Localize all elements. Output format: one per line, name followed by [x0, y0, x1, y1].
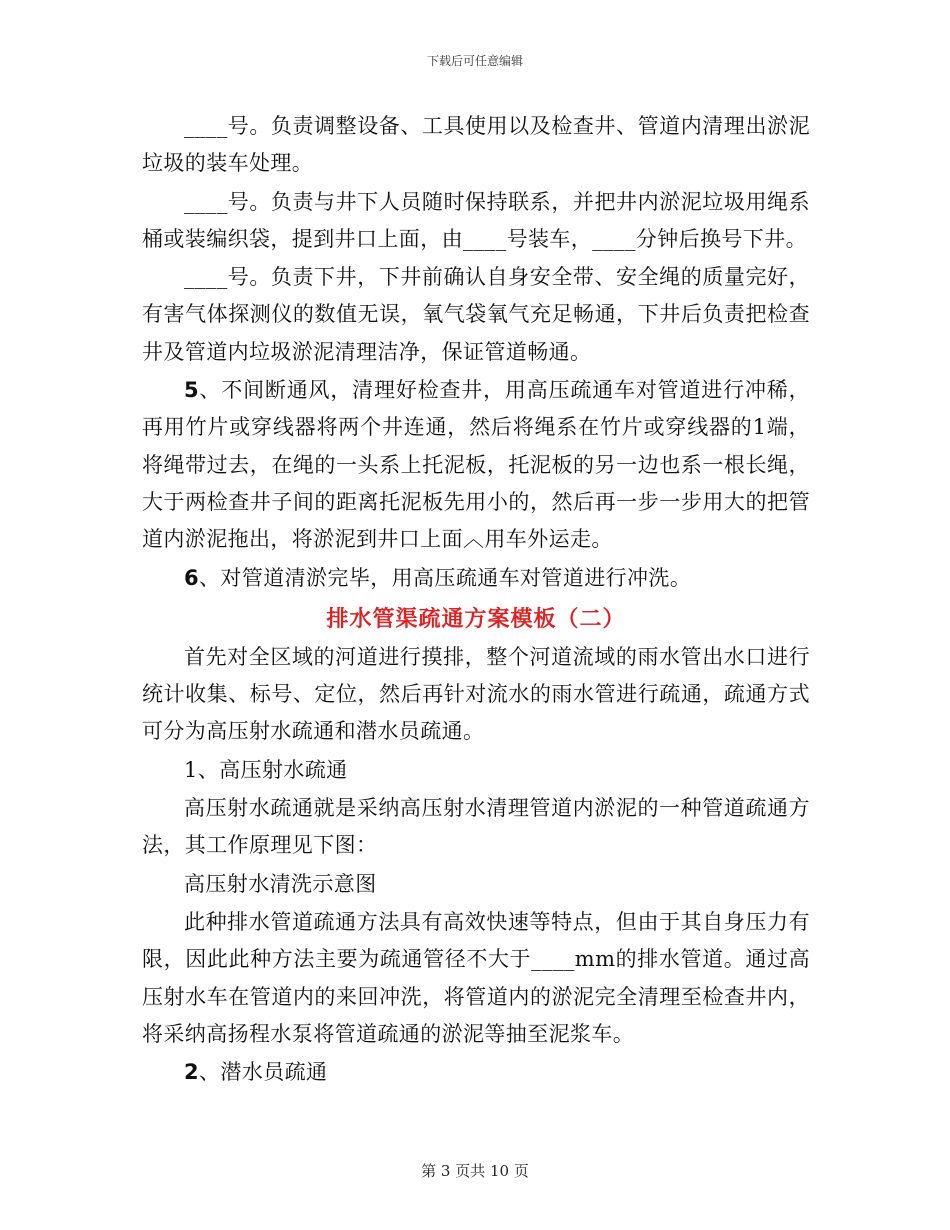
paragraph-high-pressure: 高压射水疏通就是采纳高压射水清理管道内淤泥的一种管道疏通方法，其工作原理见下图： — [142, 796, 810, 858]
paragraph-duty-2: ____号。负责与井下人员随时保持联系，并把井内淤泥垃圾用绳系桶或装编织袋，提到井口上面，由____号装车，____分钟后换号下井。 — [142, 189, 810, 251]
figure-caption: 高压射水清洗示意图 — [184, 871, 377, 896]
list-number: 6 — [184, 565, 200, 590]
paragraph-duty-3: ____号。负责下井，下井前确认自身安全带、安全绳的质量完好，有害气体探测仪的数值无误，氧气袋氧气充足畅通，下井后负责把检查井及管道内垃圾淤泥清理洁净，保证管道畅通。 — [142, 265, 810, 364]
list-text: 、对管道清淤完毕，用高压疏通车对管道进行冲洗。 — [199, 565, 692, 590]
document-body — [142, 108, 810, 1091]
list-number: 5 — [184, 378, 200, 403]
section-title: 排水管渠疏通方案模板（二） — [326, 605, 626, 632]
list-item-5 — [142, 372, 810, 558]
page-header: 下载后可任意编辑 — [426, 54, 523, 68]
paragraph-method-features: 此种排水管道疏通方法具有高效快速等特点，但由于其自身压力有限，因此此种方法主要为疏通管径不大于____mm的排水管道。通过高压射水车在管道内的来回冲洗，将管道内的淤泥完全清理至检查井内，将采纳高扬程水泵将管道疏通的淤泥等抽至泥浆车。 — [142, 909, 810, 1046]
subheading-high-pressure: 1、高压射水疏通 — [184, 757, 348, 782]
paragraph-duty-1: ____号。负责调整设备、工具使用以及检查井、管道内清理出淤泥垃圾的装车处理。 — [142, 114, 810, 176]
page-footer: 第 3 页共 10 页 — [421, 1162, 529, 1180]
list-text: 、潜水员疏通 — [199, 1060, 328, 1085]
paragraph-intro: 首先对全区域的河道进行摸排，整个河道流域的雨水管出水口进行统计收集、标号、定位，然后再针对流水的雨水管进行疏通，疏通方式可分为高压射水疏通和潜水员疏通。 — [142, 644, 810, 744]
subheading-diver — [142, 1054, 810, 1091]
list-number: 2 — [184, 1060, 200, 1085]
list-item-6 — [142, 560, 810, 597]
list-text: 、不间断通风，清理好检查井，用高压疏通车对管道进行冲稀，再用竹片或穿线器将两个井连通，然后将绳系在竹片或穿线器的1端，将绳带过去，在绳的一头系上托泥板，托泥板的另一边也系一根长绳，大于两检查井子间的距离托泥板先用小的，然后再一步一步用大的把管道内淤泥拖出，将淤泥到井口上面︿用车外运走。 — [142, 378, 810, 552]
